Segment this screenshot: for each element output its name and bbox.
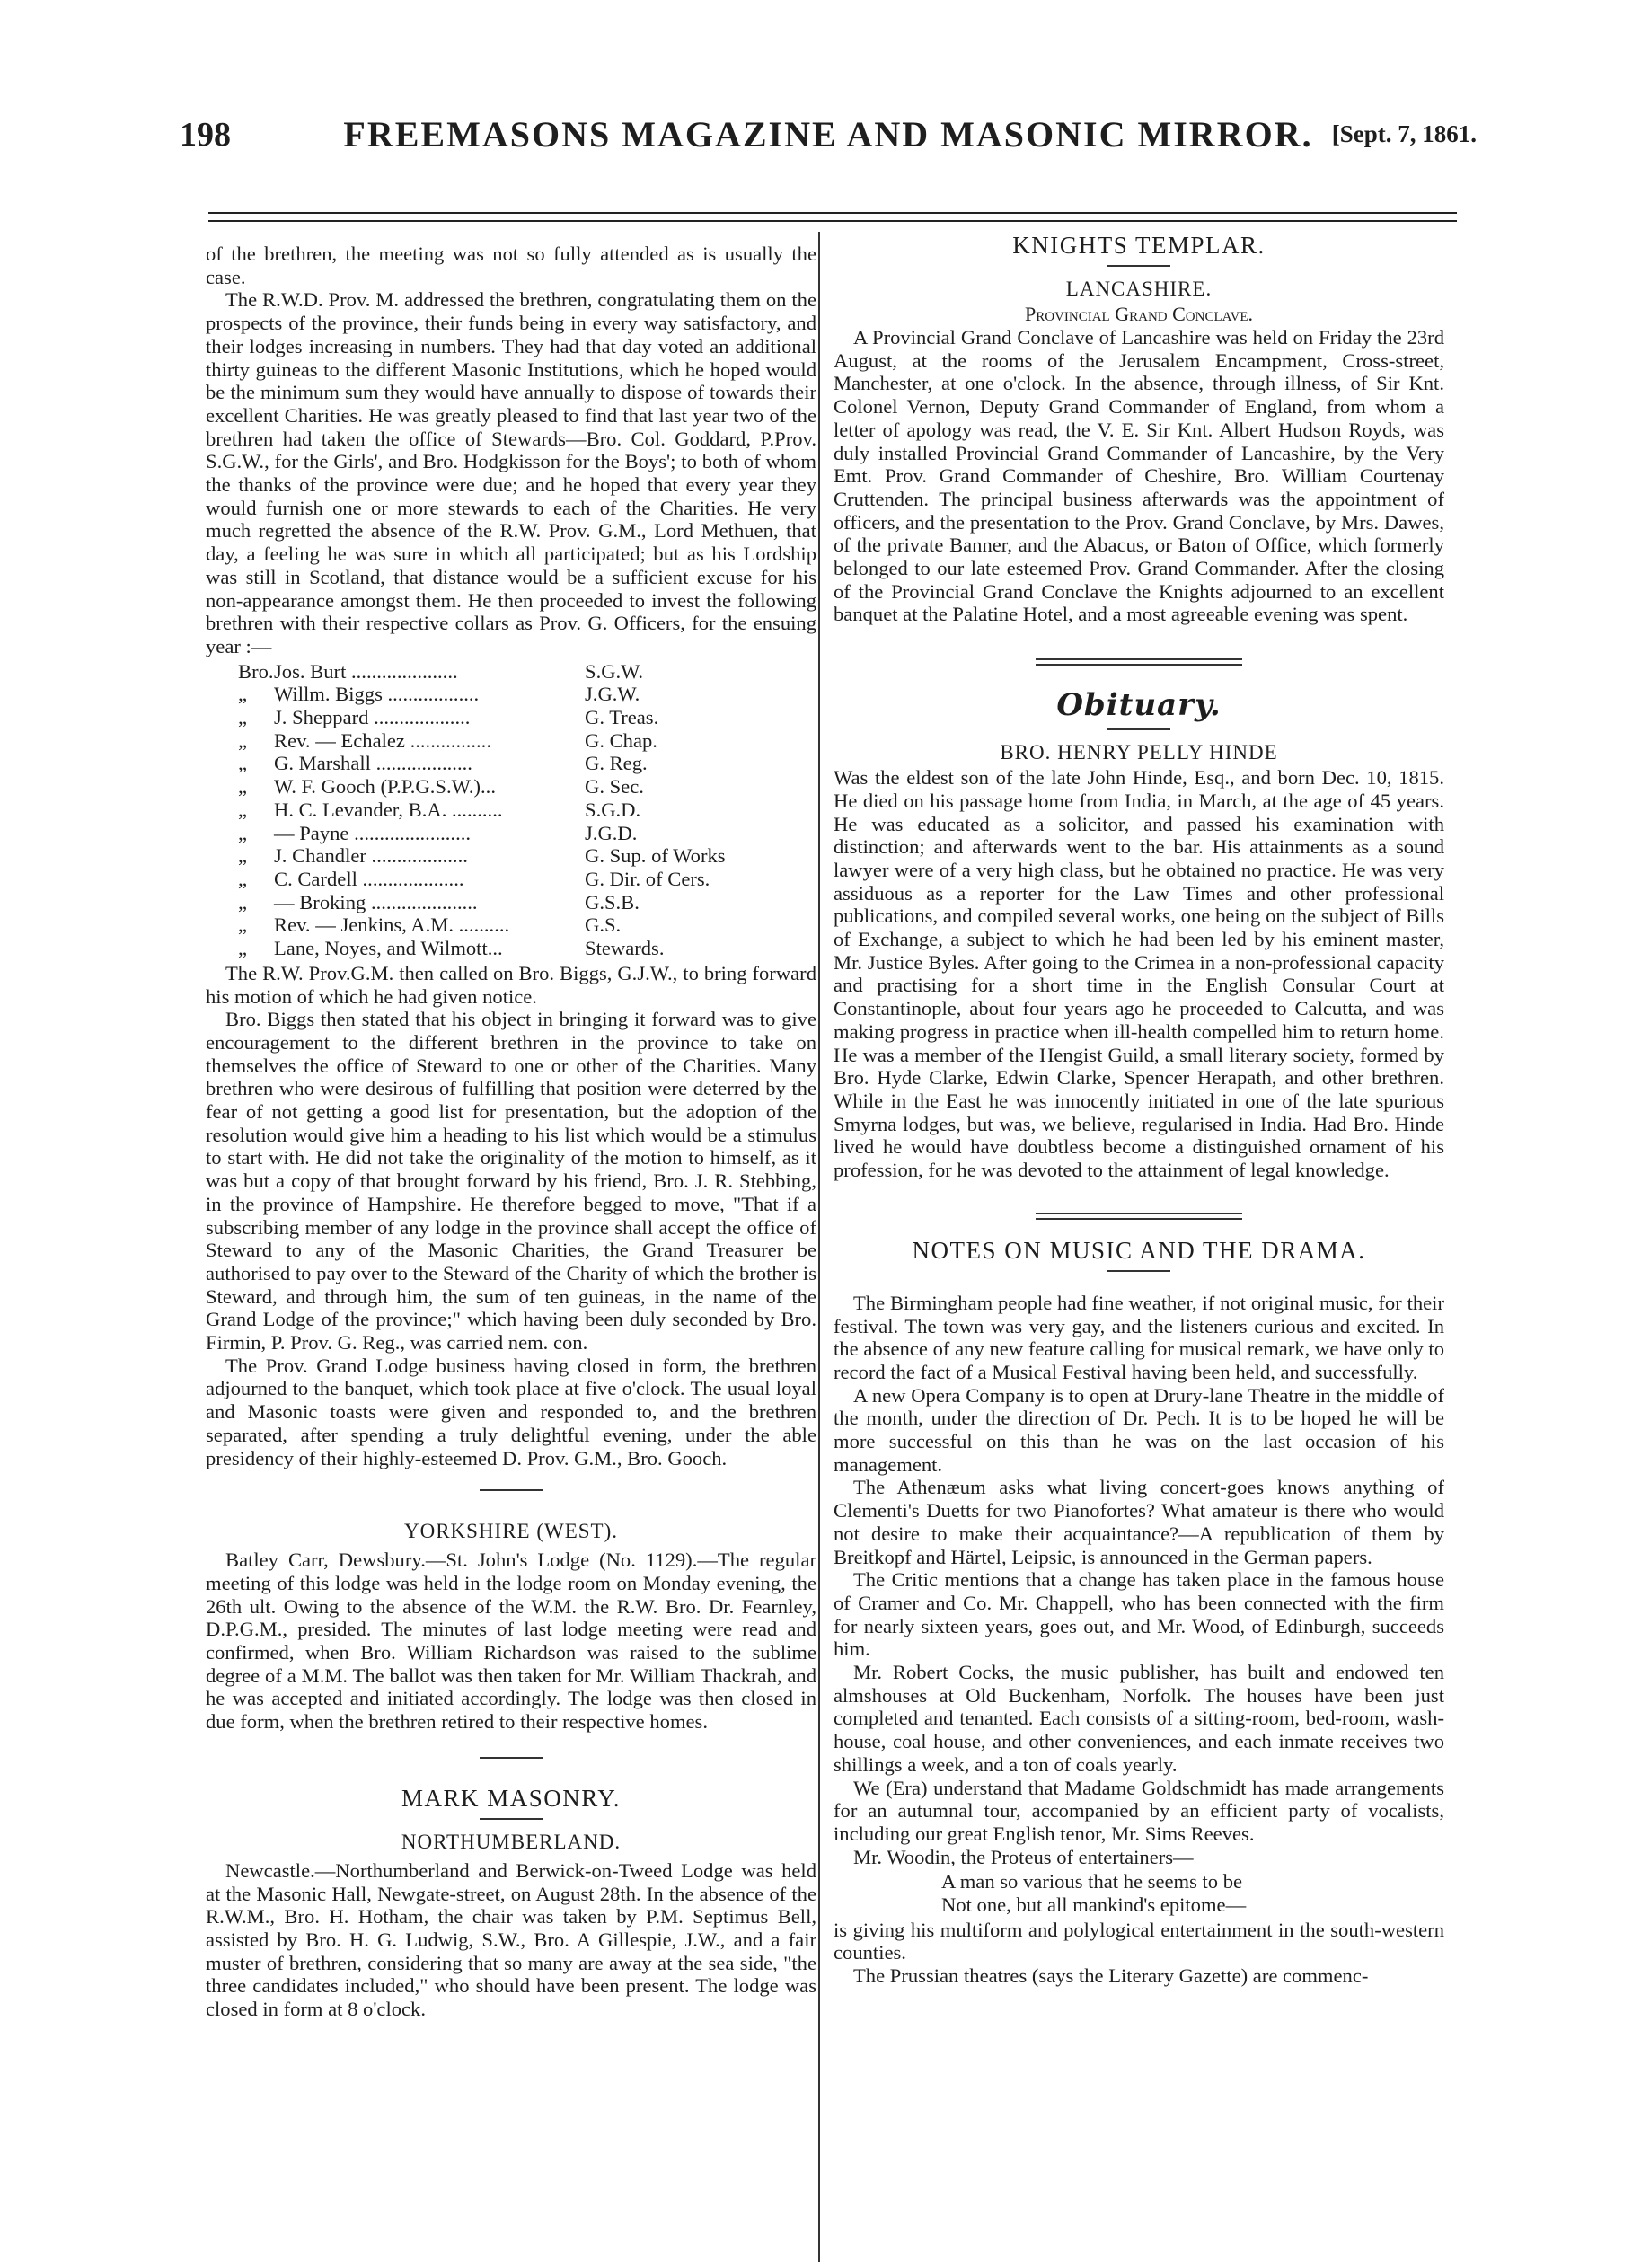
header-rule — [208, 212, 1457, 222]
music-woodin-cont: is giving his multiform and polylogical entertainment in the south-western counties. — [834, 1918, 1444, 1964]
issue-date: [Sept. 7, 1861. — [1331, 120, 1477, 147]
officer-office: G.S. — [585, 913, 622, 937]
northumberland-heading: NORTHUMBERLAND. — [401, 1830, 622, 1853]
officer-office: J.G.W. — [585, 683, 640, 706]
officer-row — [238, 729, 726, 753]
officer-name: Jos. Burt ..................... — [274, 659, 458, 683]
officer-row — [238, 822, 726, 845]
knights-templar-report: A Provincial Grand Conclave of Lancashire was held on Friday the 23rd August, at the rooms of the Jerusalem Encampment, Cross-street, Manchester, at one o'clock. In the absence, through illness, of Sir Knt. Colonel Vernon, Deputy Grand Commander of England, from whom a letter of apology was read, the V. E. Sir Knt. Albert Hudson Royds, was duly installed Provincial Grand Commander of Lancashire, by the Very Emt. Prov. Grand Commander of Cheshire, Bro. William Courtenay Cruttenden. The principal business afterwards was the appointment of officers, and the presentation to the Prov. Grand Conclave, by Mrs. Dawes, of the private Banner, and the Abacus, or Baton of Office, which formerly belonged to our late esteemed Prov. Grand Commander. After the closing of the Provincial Grand Conclave the Knights adjourned to an excellent banquet at the Palatine Hotel, and a most agreeable evening was spent. — [834, 326, 1444, 626]
officer-row — [238, 752, 726, 775]
officer-name: — Broking ..................... — [274, 890, 478, 913]
officer-row — [238, 683, 726, 706]
officer-office: S.G.D. — [585, 798, 641, 821]
officer-prefix: „ — [238, 775, 248, 799]
officer-name: Rev. — Jenkins, A.M. .......... — [274, 913, 510, 937]
officer-prefix: „ — [238, 706, 248, 729]
mark-masonry-heading: MARK MASONRY. — [401, 1784, 622, 1812]
officer-row — [238, 660, 726, 684]
officer-office: G. Dir. of Cers. — [585, 867, 710, 890]
section-rule — [1107, 265, 1170, 267]
officer-office: G.S.B. — [585, 890, 640, 913]
officer-row — [238, 913, 726, 937]
paragraph-biggs-called: The R.W. Prov.G.M. then called on Bro. Biggs, G.J.W., to bring forward his motion of which he had given notice. — [206, 961, 816, 1008]
officer-prefix: „ — [238, 683, 248, 706]
hinde-heading: BRO. HENRY PELLY HINDE — [1000, 741, 1278, 764]
section-rule — [1036, 658, 1242, 666]
officer-row — [238, 891, 726, 914]
officer-prefix: „ — [238, 844, 248, 868]
paragraph-continuation: of the brethren, the meeting was not so fully attended as is usually the case. — [206, 243, 816, 288]
section-rule — [480, 1757, 543, 1759]
officer-prefix: „ — [238, 798, 248, 821]
section-rule — [1107, 728, 1170, 730]
paragraph-banquet: The Prov. Grand Lodge business having closed in form, the brethren adjourned to the banquet, which took place at five o'clock. The usual loyal and Masonic toasts were given and responded to, and the brethren separated, after spending a truly delightful evening, under the able presidency of their highly-esteemed D. Prov. G.M., Bro. Gooch. — [206, 1354, 816, 1469]
hinde-obituary: Was the eldest son of the late John Hinde, Esq., and born Dec. 10, 1815. He died on his passage home from India, in March, at the age of 45 years. He was educated as a solicitor, and passed his examination with distinction; and afterwards went to the bar. His attainments as a sound lawyer were of a very high class, but he obtained no practice. He was very assiduous as a reporter for the Law Times and other professional publications, and compiled several works, one being on the subject of Bills of Exchange, a subject to which he had been led by his eminent master, Mr. Justice Byles. After going to the Crimea in a non-professional capacity and practising for a short time in the English Consular Court at Constantinople, about four years ago he proceeded to Calcutta, and was making progress in practice when ill-health compelled him to return home. He was a member of the Hengist Guild, a small literary society, formed by Bro. Hyde Clarke, Edwin Clarke, Spencer Herapath, and other brethren. While in the East he was innocently initiated in one of the late spurious Smyrna lodges, but was, we believe, regularised in India. Had Bro. Hinde lived he would have doubtless become a distinguished ornament of his profession, for he was devoted to the attainment of legal knowledge. — [834, 766, 1444, 1182]
officer-office: G. Treas. — [585, 706, 659, 729]
officer-prefix: „ — [238, 821, 248, 844]
officer-prefix: „ — [238, 867, 248, 890]
officer-prefix: „ — [238, 752, 248, 775]
verse-quotation — [941, 1870, 1444, 1916]
paragraph-rwd-address: The R.W.D. Prov. M. addressed the brethren, congratulating them on the prospects of the province, their funds being in every way satisfactory, and their lodges increasing in numbers. They had that day voted an additional thirty guineas to the different Masonic Institutions, which he hoped would be the minimum sum they would have annually to dispose of towards their excellent Charities. He was greatly pleased to find that last year two of the brethren had taken the office of Stewards—Bro. Col. Goddard, P.Prov. S.G.W., for the Girls', and Bro. Hodgkisson for the Boys'; to both of whom the thanks of the province were due; and he hoped that every year they would furnish one or more stewards to each of the Charities. He very much regretted the absence of the R.W. Prov. G.M., Lord Methuen, that day, a feeling he was sure in which all participated; but as his Lordship was still in Scotland, that distance would be a sufficient excuse for his non-appearance amongst them. He then proceeded to invest the following brethren with their respective collars as Prov. G. Officers, for the ensuing year :— — [206, 288, 816, 657]
page-number: 198 — [180, 116, 231, 154]
officer-row — [238, 706, 726, 729]
music-prussian-theatres: The Prussian theatres (says the Literary Gazette) are commenc- — [853, 1964, 1369, 1988]
officer-name: W. F. Gooch (P.P.G.S.W.)... — [274, 775, 496, 799]
left-column — [206, 243, 816, 2021]
officer-name: Rev. — Echalez ................ — [274, 728, 491, 752]
conclave-heading: Provincial Grand Conclave. — [1024, 303, 1254, 325]
lancashire-heading: LANCASHIRE. — [1065, 278, 1213, 300]
music-cocks-almshouses: Mr. Robert Cocks, the music publisher, has built and endowed ten almshouses at Old Buckenham, Norfolk. The houses have been just completed and tenanted. Each consists of a sitting-room, bed-room, wash-house, coal house, and other conveniences, and each inmate receives two shillings a week, and a ton of coals yearly. — [834, 1661, 1444, 1776]
officers-list — [238, 660, 726, 960]
officer-name: C. Cardell .................... — [274, 867, 464, 890]
right-column — [834, 229, 1444, 1988]
music-opera-company: A new Opera Company is to open at Drury-lane Theatre in the middle of the month, under the direction of Dr. Pech. It is to be hoped he will be more successful on this than he was on the last occasion of his management. — [834, 1383, 1444, 1476]
music-goldschmidt: We (Era) understand that Madame Goldschmidt has made arrangements for an autumnal tour, accompanied by an efficient party of vocalists, including our great English tenor, Mr. Sims Reeves. — [834, 1776, 1444, 1845]
officer-name: H. C. Levander, B.A. .......... — [274, 798, 503, 821]
officer-name: J. Chandler ................... — [274, 844, 468, 868]
paragraph-biggs-motion: Bro. Biggs then stated that his object in bringing it forward was to give encouragement to the different brethren in the province to take on themselves the office of Steward to one or other of the Charities. Many brethren who were desirous of fulfilling that position were deterred by the fear of not getting a good list for presentation, but the adoption of the resolution would give him a heading to his list which would be a stimulus to start with. He did not take the originality of the motion to himself, as it was but a copy of that brought forward by his friend, Bro. J. R. Stebbing, in the province of Hampshire. He therefore begged to move, "That if a subscribing member of any lodge in the province shall accept the office of Steward to any of the Masonic Charities, the Grand Treasurer be authorised to pay over to the Steward of the Charity of which the brother is Steward, and through him, the sum of ten guineas, in the name of the Grand Lodge of the province;" which having been duly seconded by Bro. Firmin, P. Prov. G. Reg., was carried nem. con. — [206, 1008, 816, 1355]
officer-prefix: „ — [238, 890, 248, 913]
officer-row — [238, 868, 726, 891]
section-rule — [480, 1489, 543, 1491]
officer-name: — Payne ....................... — [274, 821, 472, 844]
officer-name: Willm. Biggs .................. — [274, 683, 480, 706]
officer-office: J.G.D. — [585, 821, 638, 844]
yorkshire-report: Batley Carr, Dewsbury.—St. John's Lodge (No. 1129).—The regular meeting of this lodge was held in the lodge room on Monday evening, the 26th ult. Owing to the absence of the W.M. the R.W. Bro. Dr. Fearnley, D.P.G.M., presided. The minutes of last lodge meeting were read and confirmed, when Bro. William Richardson was raised to the sublime degree of a M.M. The ballot was then taken for Mr. William Thackrah, and he was accepted and initiated accordingly. The lodge was then closed in due form, when the brethren retired to their respective homes. — [206, 1549, 816, 1734]
verse-line: Not one, but all mankind's epitome— — [941, 1893, 1247, 1917]
music-birmingham: The Birmingham people had fine weather, if not original music, for their festival. The town was very gay, and the listeners curious and excited. In the absence of any new feature calling for musical remark, we have only to record the fact of a Musical Festival having been held, and successfully. — [834, 1291, 1444, 1383]
knights-templar-heading: KNIGHTS TEMPLAR. — [1012, 232, 1266, 259]
officer-office: Stewards. — [585, 937, 665, 960]
officer-name: Lane, Noyes, and Wilmott... — [274, 937, 503, 960]
publication-title: FREEMASONS MAGAZINE AND MASONIC MIRROR. — [343, 114, 1313, 154]
column-divider — [818, 232, 820, 2262]
officer-prefix: „ — [238, 937, 248, 960]
officer-row — [238, 775, 726, 799]
verse-line: A man so various that he seems to be — [941, 1870, 1243, 1893]
officer-row — [238, 799, 726, 822]
newcastle-report: Newcastle.—Northumberland and Berwick-on-Tweed Lodge was held at the Masonic Hall, Newgate-street, on August 28th. In the absence of the R.W.M., Bro. H. Hotham, the chair was taken by P.M. Septimus Bell, assisted by Bro. H. G. Ludwig, S.W., Bro. A Gillespie, J.W., and a fair muster of brethren, considering that so many are away at the sea side, "the three candidates included," who should have been present. The lodge was closed in form at 8 o'clock. — [206, 1858, 816, 2021]
yorkshire-heading: YORKSHIRE (WEST). — [403, 1520, 619, 1543]
music-drama-heading: NOTES ON MUSIC AND THE DRAMA. — [912, 1236, 1366, 1264]
officer-prefix: „ — [238, 728, 248, 752]
officer-row — [238, 937, 726, 960]
music-athenaeum: The Athenæum asks what living concert-goes knows anything of Clementi's Duetts for two Pianofortes? What amateur is there who would not desire to make their acquaintance?—A republication of them by Breitkopf and Härtel, Leipsic, is announced in the German papers. — [834, 1476, 1444, 1568]
officer-office: S.G.W. — [585, 659, 644, 683]
section-rule — [1107, 1270, 1170, 1272]
officer-name: G. Marshall ................... — [274, 752, 472, 775]
officer-name: J. Sheppard ................... — [274, 706, 471, 729]
officer-office: G. Sec. — [585, 775, 644, 799]
officer-row — [238, 844, 726, 868]
section-rule — [480, 1818, 543, 1820]
officer-prefix: Bro. — [238, 659, 274, 683]
music-woodin: Mr. Woodin, the Proteus of entertainers— — [853, 1845, 1194, 1868]
obituary-heading: Obituary. — [1056, 687, 1222, 724]
music-critic: The Critic mentions that a change has taken place in the famous house of Cramer and Co. Mr. Chappell, who has been connected with the firm for nearly sixteen years, goes out, and Mr. Wood, of Edinburgh, succeeds him. — [834, 1568, 1444, 1661]
section-rule — [1036, 1213, 1242, 1220]
officer-office: G. Sup. of Works — [585, 844, 726, 868]
officer-office: G. Reg. — [585, 752, 648, 775]
masthead — [180, 106, 1477, 160]
officer-office: G. Chap. — [585, 728, 657, 752]
officer-prefix: „ — [238, 913, 248, 937]
